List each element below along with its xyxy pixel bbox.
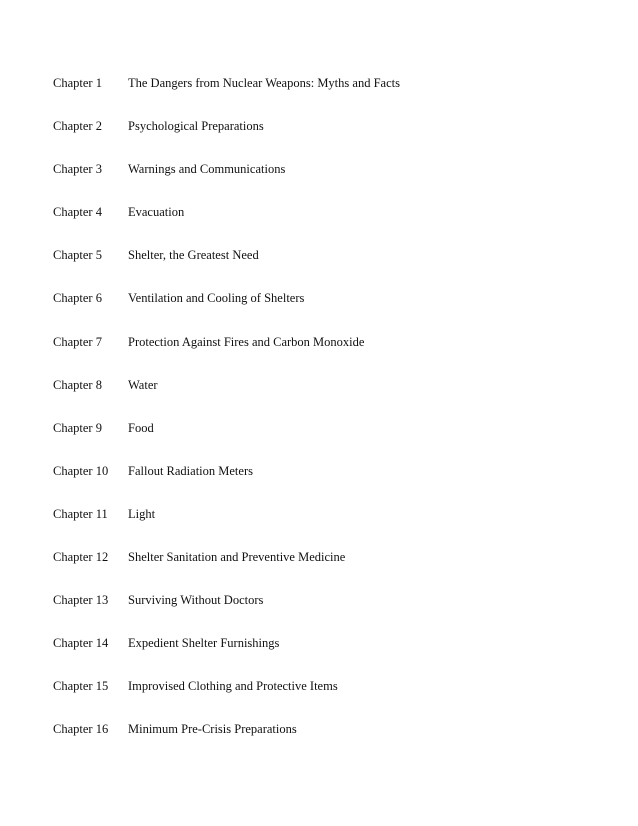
chapter-row bbox=[53, 161, 613, 204]
chapter-row bbox=[53, 463, 613, 506]
chapter-title: Shelter Sanitation and Preventive Medicine bbox=[128, 550, 346, 565]
chapter-number: Chapter 16 bbox=[53, 722, 109, 737]
chapter-row bbox=[53, 721, 613, 764]
chapter-title: Minimum Pre-Crisis Preparations bbox=[128, 722, 297, 737]
chapter-number: Chapter 8 bbox=[53, 377, 102, 392]
chapter-number: Chapter 9 bbox=[53, 420, 102, 435]
chapter-number: Chapter 1 bbox=[53, 76, 102, 90]
chapter-row bbox=[53, 377, 613, 420]
chapter-row bbox=[53, 635, 613, 678]
chapter-title: Light bbox=[128, 506, 156, 521]
chapter-title: Expedient Shelter Furnishings bbox=[128, 636, 280, 651]
chapter-number: Chapter 13 bbox=[53, 593, 109, 608]
chapter-number: Chapter 3 bbox=[53, 162, 102, 177]
chapter-number: Chapter 12 bbox=[53, 550, 109, 565]
chapter-row bbox=[53, 549, 613, 592]
chapter-row bbox=[53, 290, 613, 333]
chapter-number: Chapter 2 bbox=[53, 119, 102, 134]
chapter-number: Chapter 10 bbox=[53, 463, 109, 478]
chapter-title: Evacuation bbox=[128, 205, 185, 220]
chapter-row bbox=[53, 75, 613, 118]
chapter-number: Chapter 5 bbox=[53, 248, 102, 263]
chapter-title: Water bbox=[128, 377, 158, 392]
chapter-row bbox=[53, 204, 613, 247]
chapter-title: Psychological Preparations bbox=[128, 119, 264, 134]
chapter-number: Chapter 4 bbox=[53, 205, 102, 220]
chapter-title: Protection Against Fires and Carbon Monoxide bbox=[128, 334, 365, 349]
chapter-number: Chapter 11 bbox=[53, 506, 108, 521]
chapter-row bbox=[53, 118, 613, 161]
chapter-row bbox=[53, 334, 613, 377]
chapter-title: The Dangers from Nuclear Weapons: Myths and Facts bbox=[128, 76, 400, 90]
chapter-title: Warnings and Communications bbox=[128, 162, 286, 177]
chapter-row bbox=[53, 247, 613, 290]
chapter-title: Ventilation and Cooling of Shelters bbox=[128, 291, 305, 306]
chapter-title: Surviving Without Doctors bbox=[128, 593, 264, 608]
chapter-number: Chapter 15 bbox=[53, 679, 109, 694]
chapter-row bbox=[53, 592, 613, 635]
chapter-number: Chapter 14 bbox=[53, 636, 109, 651]
chapter-row bbox=[53, 506, 613, 549]
chapter-number: Chapter 7 bbox=[53, 334, 102, 349]
chapter-number: Chapter 6 bbox=[53, 291, 102, 306]
chapter-row bbox=[53, 420, 613, 463]
chapter-title: Improvised Clothing and Protective Items bbox=[128, 679, 338, 694]
chapter-list bbox=[53, 75, 613, 765]
chapter-title: Food bbox=[128, 420, 154, 435]
chapter-title: Fallout Radiation Meters bbox=[128, 463, 253, 478]
chapter-row bbox=[53, 678, 613, 721]
chapter-title: Shelter, the Greatest Need bbox=[128, 248, 259, 263]
